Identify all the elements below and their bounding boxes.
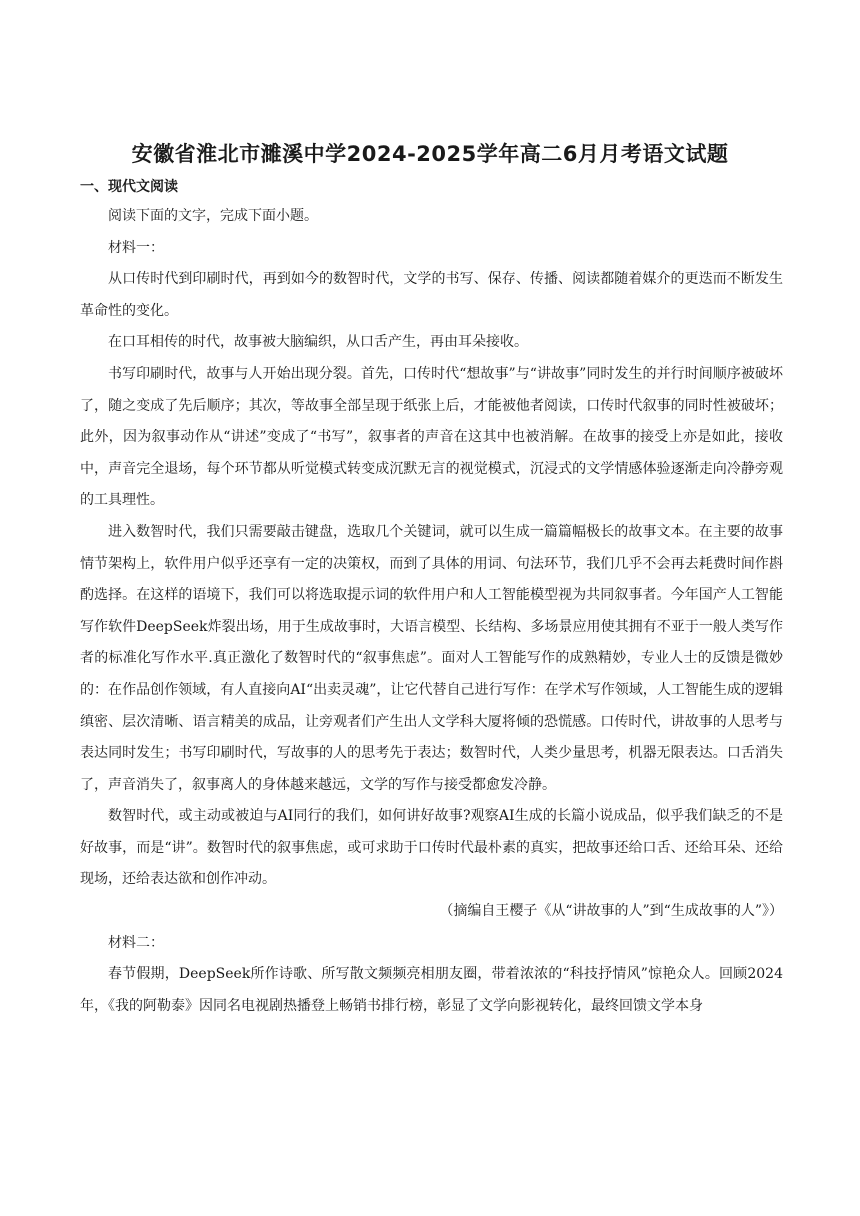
material-two-label: 材料二：: [108, 934, 164, 951]
document-body: [80, 201, 783, 1022]
body-paragraph: 书写印刷时代，故事与人开始出现分裂。首先，口传时代“想故事”与“讲故事”同时发生的并行时间顺序被破坏了，随之变成了先后顺序；其次，等故事全部呈现于纸张上后，才能被他者阅读，口传时代叙事的同时性被破坏；此外，因为叙事动作从“讲述”变成了“书写”，叙事者的声音在这其中也被消解。在故事的接受上亦是如此，接收中，声音完全退场，每个环节都从听觉模式转变成沉默无言的视觉模式，沉浸式的文学情感体验逐渐走向冷静旁观的工具理性。: [80, 365, 783, 509]
source-citation: （摘编自王樱子《从“讲故事的人”到“生成故事的人”》）: [439, 903, 783, 920]
document-title: 安徽省淮北市濉溪中学2024-2025学年高二6月月考语文试题: [131, 142, 729, 166]
body-paragraph: 从口传时代到印刷时代，再到如今的数智时代，文学的书写、保存、传播、阅读都随着媒介的更迭而不断发生革命性的变化。: [80, 271, 783, 319]
body-paragraph: 在口耳相传的时代，故事被大脑编织，从口舌产生，再由耳朵接收。: [108, 334, 528, 351]
instruction-paragraph: 阅读下面的文字，完成下面小题。: [108, 208, 318, 224]
body-paragraph: 进入数智时代，我们只需要敲击键盘，选取几个关键词，就可以生成一篇篇幅极长的故事文本。在主要的故事情节架构上，软件用户似乎还享有一定的决策权，而到了具体的用词、句法环节，我们几乎不会再去耗费时间作斟酌选择。在这样的语境下，我们可以将选取提示词的软件用户和人工智能模型视为共同叙事者。今年国产人工智能写作软件DeepSeek炸裂出场，用于生成故事时，大语言模型、长结构、多场景应用使其拥有不亚于一般人类写作者的标准化写作水平.真正激化了数智时代的“叙事焦虑”。面对人工智能写作的成熟精妙，专业人士的反馈是微妙的：在作品创作领域，有人直接向AI“出卖灵魂”，让它代替自己进行写作：在学术写作领域，人工智能生成的逻辑缜密、层次清晰、语言精美的成品，让旁观者们产生出人文学科大厦将倾的恐慌感。口传时代，讲故事的人思考与表达同时发生；书写印刷时代，写故事的人的思考先于表达；数智时代，人类少量思考，机器无限表达。口舌消失了，声音消失了，叙事离人的身体越来越远，文学的写作与接受都愈发冷静。: [80, 523, 783, 793]
body-paragraph: 春节假期，DeepSeek所作诗歌、所写散文频频亮相朋友圈，带着浓浓的“科技抒情风”惊艳众人。回顾2024年，《我的阿勒泰》因同名电视剧热播登上畅销书排行榜，彰显了文学向影视转化，最终回馈文学本身: [80, 966, 783, 1014]
section-heading: 一、现代文阅读: [80, 179, 178, 195]
body-paragraph: 数智时代，或主动或被迫与AI同行的我们，如何讲好故事?观察AI生成的长篇小说成品，似乎我们缺乏的不是好故事，而是“讲”。数智时代的叙事焦虑，或可求助于口传时代最朴素的真实，把故事还给口舌、还给耳朵、还给现场，还给表达欲和创作冲动。: [80, 808, 783, 888]
material-one-label: 材料一：: [108, 239, 164, 256]
